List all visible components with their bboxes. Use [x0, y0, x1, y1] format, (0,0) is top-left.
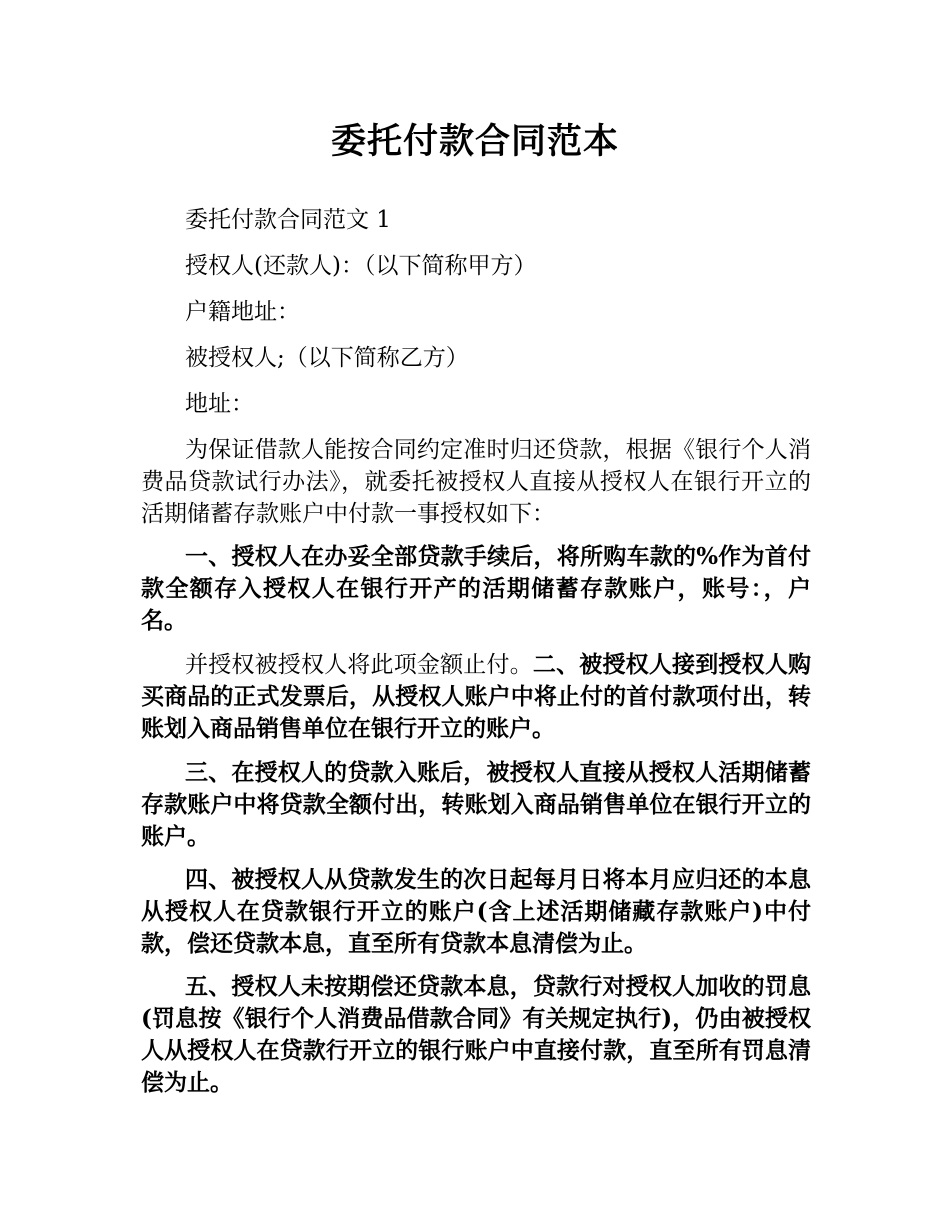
clause-one: 一、授权人在办妥全部贷款手续后，将所购车款的%作为首付款全额存入授权人在银行开产的活期储蓄存款账户，账号：，户名。	[141, 543, 811, 634]
document-title: 委托付款合同范本	[330, 121, 619, 162]
clause-two-lead: 并授权被授权人将此项金额止付。	[185, 652, 533, 678]
clause-five: 五、授权人未按期偿还贷款本息，贷款行对授权人加收的罚息(罚息按《银行个人消费品借款合同》有关规定执行)，仍由被授权人从授权人在贷款行开立的银行账户中直接付款，直至所有罚息清偿为止。	[141, 973, 811, 1096]
address-line: 地址：	[185, 391, 254, 417]
document-subtitle: 委托付款合同范文 1	[185, 207, 391, 233]
clause-two: 二、被授权人接到授权人购买商品的正式发票后，从授权人账户中将止付的首付款项付出，转账划入商品销售单位在银行开立的账户。	[141, 651, 812, 742]
intro-paragraph: 为保证借款人能按合同约定准时归还贷款，根据《银行个人消费品贷款试行办法》，就委托被授权人直接从授权人在银行开立的活期储蓄存款账户中付款一事授权如下：	[141, 437, 811, 527]
grantor-line: 授权人(还款人)：（以下简称甲方）	[185, 253, 537, 279]
clause-four: 四、被授权人从贷款发生的次日起每月日将本月应归还的本息从授权人在贷款银行开立的账户(含上述活期储藏存款账户)中付款，偿还贷款本息，直至所有贷款本息清偿为止。	[141, 866, 811, 957]
clause-three: 三、在授权人的贷款入账后，被授权人直接从授权人活期储蓄存款账户中将贷款全额付出，转账划入商品销售单位在银行开立的账户。	[141, 759, 811, 850]
clause-two-paragraph	[141, 649, 811, 745]
domicile-line: 户籍地址：	[185, 299, 300, 325]
grantee-line: 被授权人;（以下简称乙方）	[185, 345, 469, 371]
